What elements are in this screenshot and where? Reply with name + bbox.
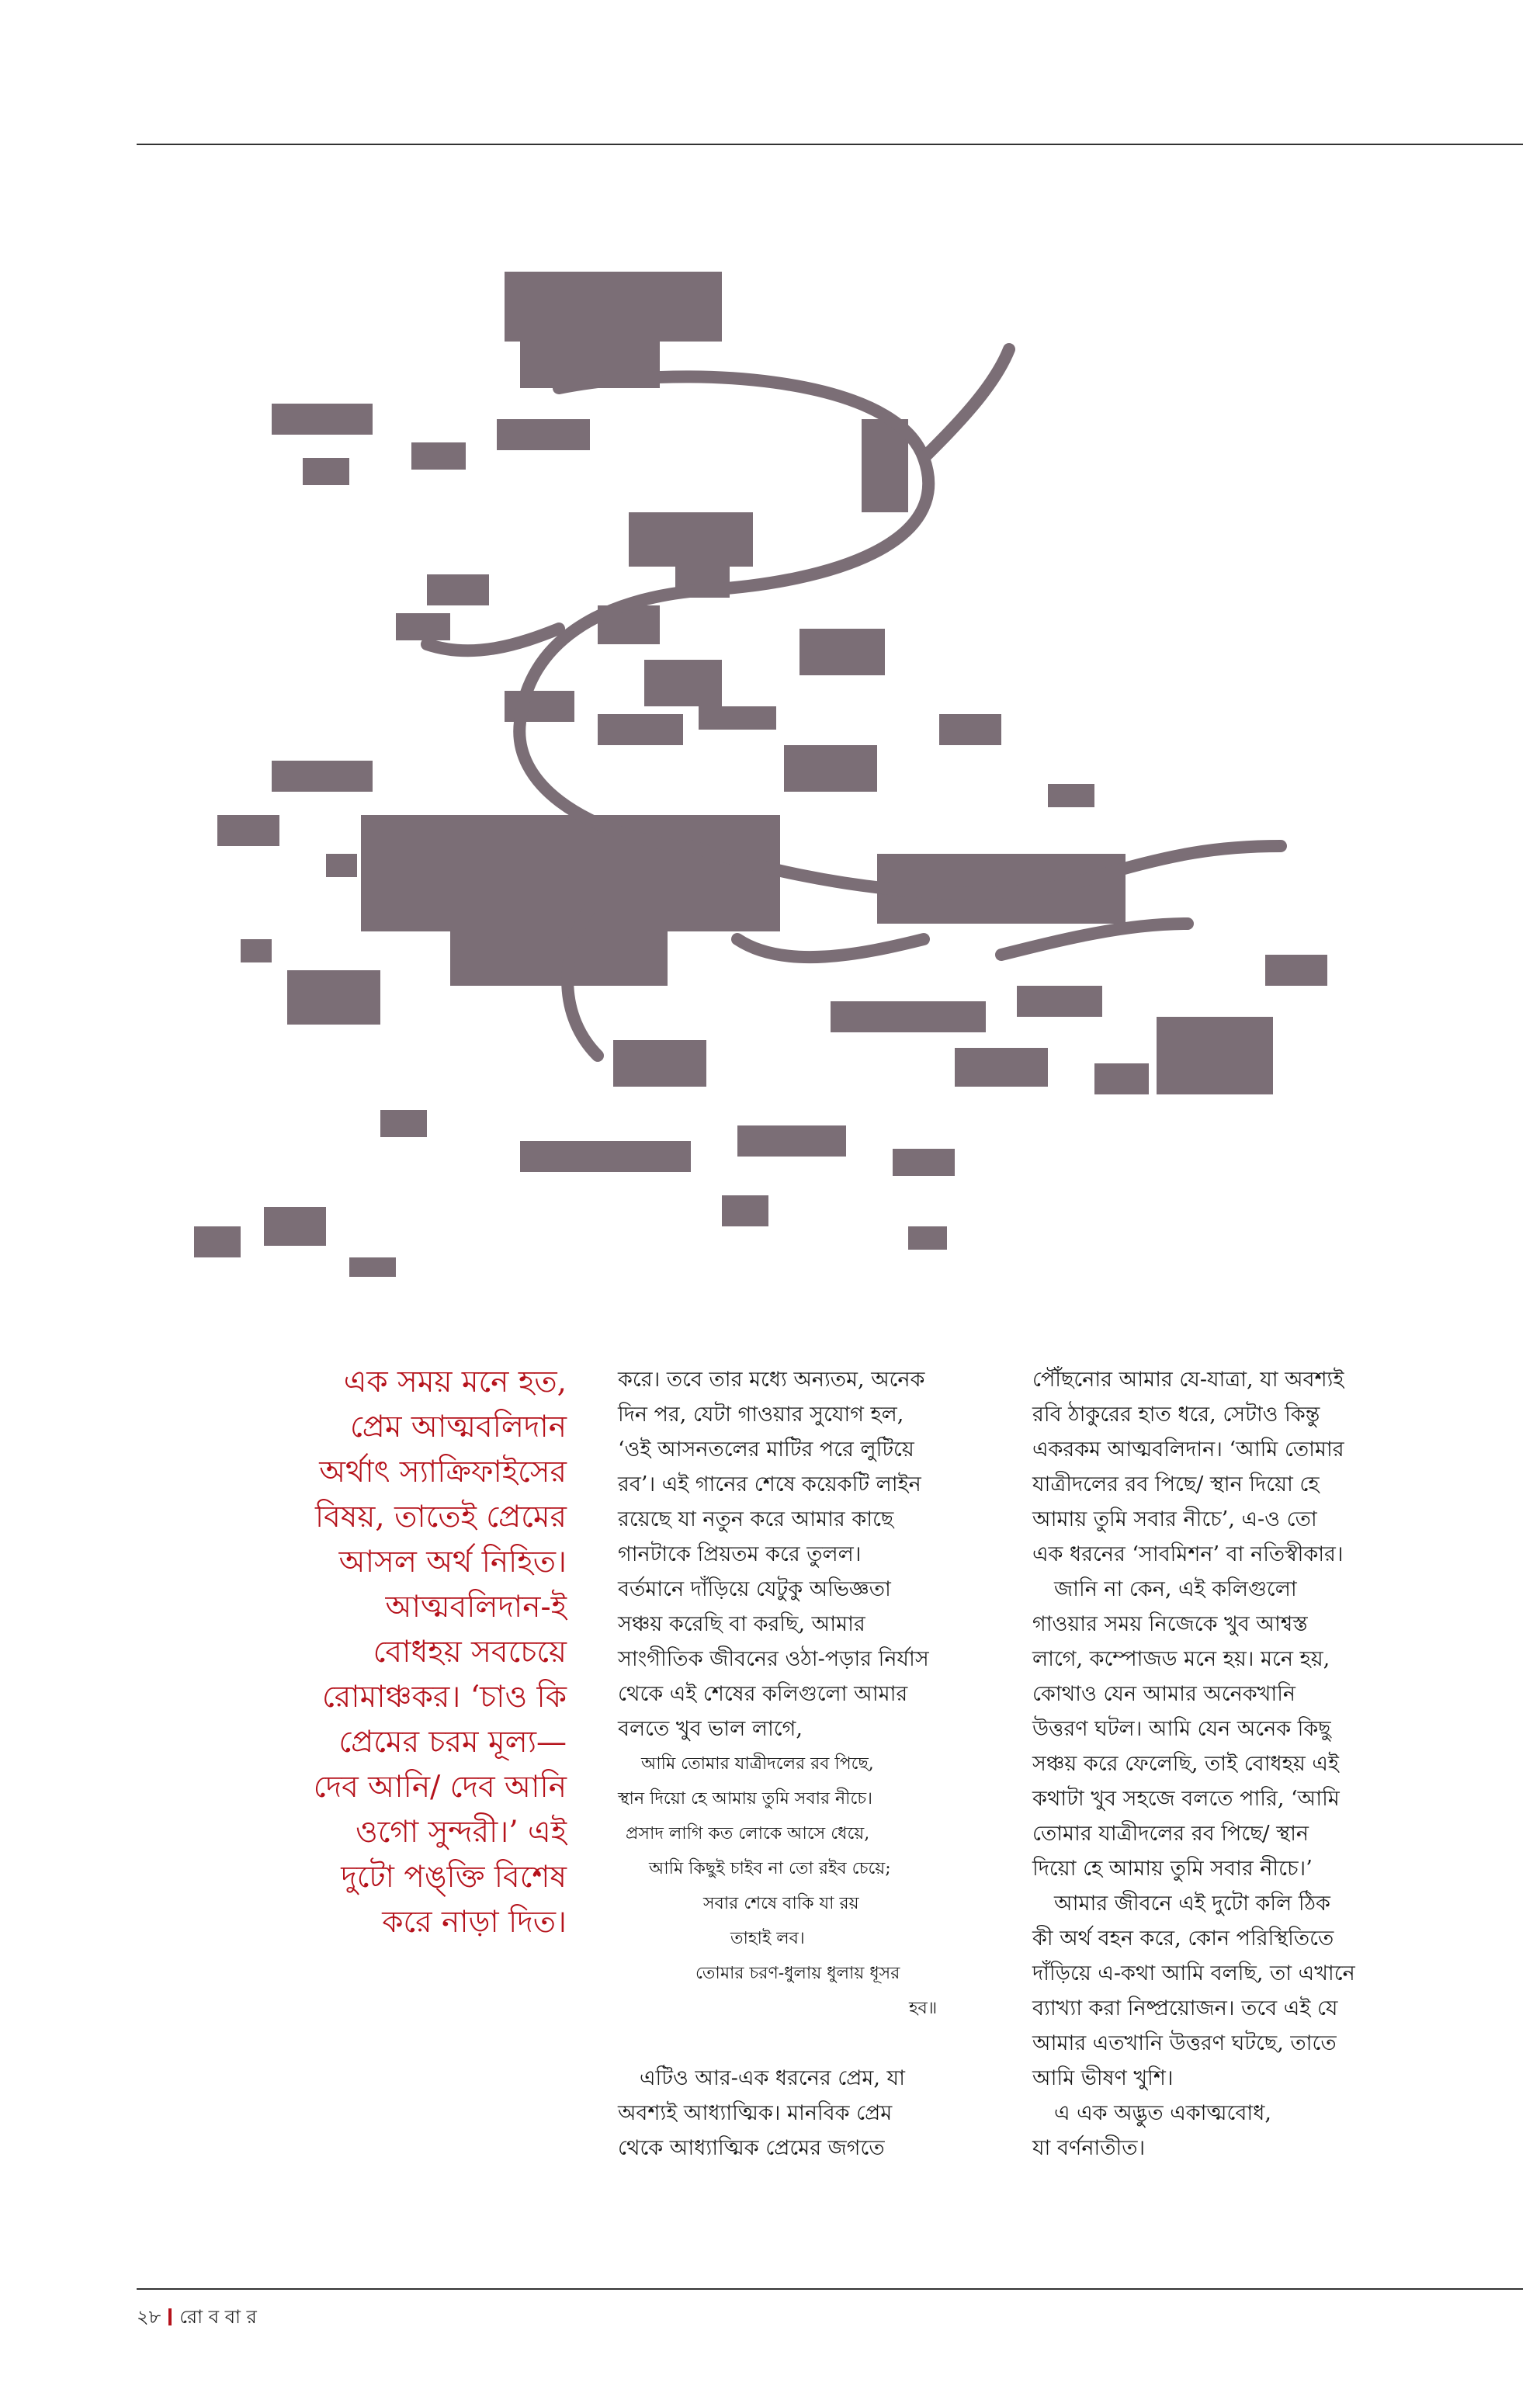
- magazine-name: রো ব বা র: [179, 2306, 257, 2328]
- pull-quote-line: দেব আনি/ দেব আনি: [313, 1770, 567, 1805]
- pull-quote-line: বোধহয় সবচেয়ে: [373, 1635, 567, 1670]
- text-line: বর্তমানে দাঁড়িয়ে যেটুকু অভিজ্ঞতা: [618, 1577, 891, 1601]
- text-line: থেকে এই শেষের কলিগুলো আমার: [618, 1682, 908, 1706]
- text-line: করে। তবে তার মধ্যে অন্যতম, অনেক: [618, 1368, 925, 1392]
- text-line: জানি না কেন, এই কলিগুলো: [1054, 1577, 1297, 1601]
- verse-line: প্রসাদ লাগি কত লোকে আসে ধেয়ে,: [626, 1824, 870, 1843]
- text-line: দিয়ো হে আমায় তুমি সবার নীচে।’: [1032, 1857, 1313, 1881]
- verse-line: আমি তোমার যাত্রীদলের রব পিছে,: [641, 1754, 874, 1774]
- text-line: ব্যাখ্যা করা নিষ্প্রয়োজন। তবে এই যে: [1032, 1996, 1338, 2020]
- pull-quote-line: বিষয়, তাতেই প্রেমের: [314, 1500, 567, 1535]
- verse-line: আমি কিছুই চাইব না তো রইব চেয়ে;: [649, 1859, 891, 1878]
- body-column-2: [618, 1362, 983, 2166]
- text-line: আমার জীবনে এই দুটো কলি ঠিক: [1054, 1892, 1330, 1916]
- song-verse: [618, 1746, 983, 2026]
- text-line: থেকে আধ্যাত্মিক প্রেমের জগতে: [618, 2136, 885, 2160]
- column-2-paragraph: [618, 1362, 983, 1746]
- handwriting-illustration: [194, 256, 1389, 1312]
- text-line: আমায় তুমি সবার নীচে’, এ-ও তো: [1032, 1507, 1317, 1531]
- text-line: এ এক অদ্ভুত একাত্মবোধ,: [1054, 2101, 1271, 2125]
- text-line: দিন পর, যেটা গাওয়ার সুযোগ হল,: [618, 1403, 904, 1427]
- page-footer: [137, 2303, 257, 2334]
- header-rule: [137, 144, 1523, 145]
- column-2-paragraph-closing: [618, 2061, 983, 2166]
- pull-quote-line: রোমাঞ্চকর। ‘চাও কি: [321, 1680, 567, 1715]
- verse-line: স্থান দিয়ো হে আমায় তুমি সবার নীচে।: [618, 1789, 873, 1809]
- text-line: অবশ্যই আধ্যাত্মিক। মানবিক প্রেম: [618, 2101, 893, 2125]
- pull-quote: [256, 1360, 567, 1945]
- text-line: যাত্রীদলের রব পিছে/ স্থান দিয়ো হে: [1032, 1472, 1320, 1496]
- page-number: ২৮: [137, 2306, 161, 2328]
- text-line: বলতে খুব ভাল লাগে,: [618, 1717, 803, 1741]
- pull-quote-line: ওগো সুন্দরী।’ এই: [355, 1815, 567, 1850]
- text-line: সঞ্চয় করেছি বা করছি, আমার: [618, 1612, 865, 1636]
- text-line: রব’। এই গানের শেষে কয়েকটি লাইন: [618, 1472, 921, 1496]
- text-line: কোথাও যেন আমার অনেকখানি: [1032, 1682, 1296, 1706]
- text-line: এটিও আর-এক ধরনের প্রেম, যা: [640, 2066, 905, 2090]
- text-line: দাঁড়িয়ে এ-কথা আমি বলছি, তা এখানে: [1032, 1961, 1355, 1985]
- pull-quote-line: আসল অর্থ নিহিত।: [338, 1545, 567, 1580]
- text-line: আমার এতখানি উত্তরণ ঘটছে, তাতে: [1032, 2031, 1337, 2055]
- footer-rule: [137, 2288, 1523, 2290]
- pull-quote-line: দুটো পঙ্‌ক্তি বিশেষ: [341, 1860, 567, 1895]
- pull-quote-line: অর্থাৎ স্যাক্রিফাইসের: [319, 1455, 567, 1490]
- pull-quote-line: আত্মবলিদান-ই: [385, 1590, 567, 1625]
- footer-divider-bar: [168, 2308, 172, 2325]
- verse-line: হব॥: [909, 1999, 938, 2018]
- pull-quote-line: প্রেম আত্মবলিদান: [349, 1410, 567, 1444]
- pull-quote-line: এক সময় মনে হত,: [343, 1365, 567, 1399]
- text-line: কী অর্থ বহন করে, কোন পরিস্থিতিতে: [1032, 1927, 1334, 1951]
- text-line: ‘ওই আসনতলের মাটির পরে লুটিয়ে: [618, 1438, 914, 1462]
- text-line: রয়েছে যা নতুন করে আমার কাছে: [618, 1507, 894, 1531]
- text-line: পৌঁছনোর আমার যে-যাত্রা, যা অবশ্যই: [1032, 1368, 1344, 1392]
- handwritten-song-image: [194, 256, 1389, 1312]
- text-line: উত্তরণ ঘটল। আমি যেন অনেক কিছু: [1032, 1717, 1331, 1741]
- body-column-3: [1032, 1362, 1444, 2166]
- verse-line: তোমার চরণ-ধুলায় ধুলায় ধূসর: [695, 1964, 900, 1983]
- text-line: গাওয়ার সময় নিজেকে খুব আশ্বস্ত: [1032, 1612, 1308, 1636]
- pull-quote-line: করে নাড়া দিত।: [382, 1905, 567, 1940]
- text-line: সাংগীতিক জীবনের ওঠা-পড়ার নির্যাস: [618, 1647, 929, 1671]
- text-line: রবি ঠাকুরের হাত ধরে, সেটাও কিন্তু: [1032, 1403, 1320, 1427]
- text-line: গানটাকে প্রিয়তম করে তুলল।: [618, 1542, 862, 1566]
- text-line: কথাটা খুব সহজে বলতে পারি, ‘আমি: [1032, 1787, 1340, 1811]
- text-line: আমি ভীষণ খুশি।: [1032, 2066, 1174, 2090]
- text-line: সঞ্চয় করে ফেলেছি, তাই বোধহয় এই: [1032, 1752, 1339, 1776]
- verse-line: তাহাই লব।: [730, 1929, 805, 1948]
- verse-line: সবার শেষে বাকি যা রয়: [703, 1894, 859, 1913]
- pull-quote-line: প্রেমের চরম মূল্য—: [338, 1725, 567, 1760]
- text-line: যা বর্ণনাতীত।: [1032, 2136, 1146, 2160]
- text-line: তোমার যাত্রীদলের রব পিছে/ স্থান: [1032, 1822, 1309, 1846]
- text-line: এক ধরনের ‘সাবমিশন’ বা নতিস্বীকার।: [1032, 1542, 1344, 1566]
- text-line: লাগে, কম্পোজড মনে হয়। মনে হয়,: [1032, 1647, 1330, 1671]
- text-line: একরকম আত্মবলিদান। ‘আমি তোমার: [1032, 1438, 1344, 1462]
